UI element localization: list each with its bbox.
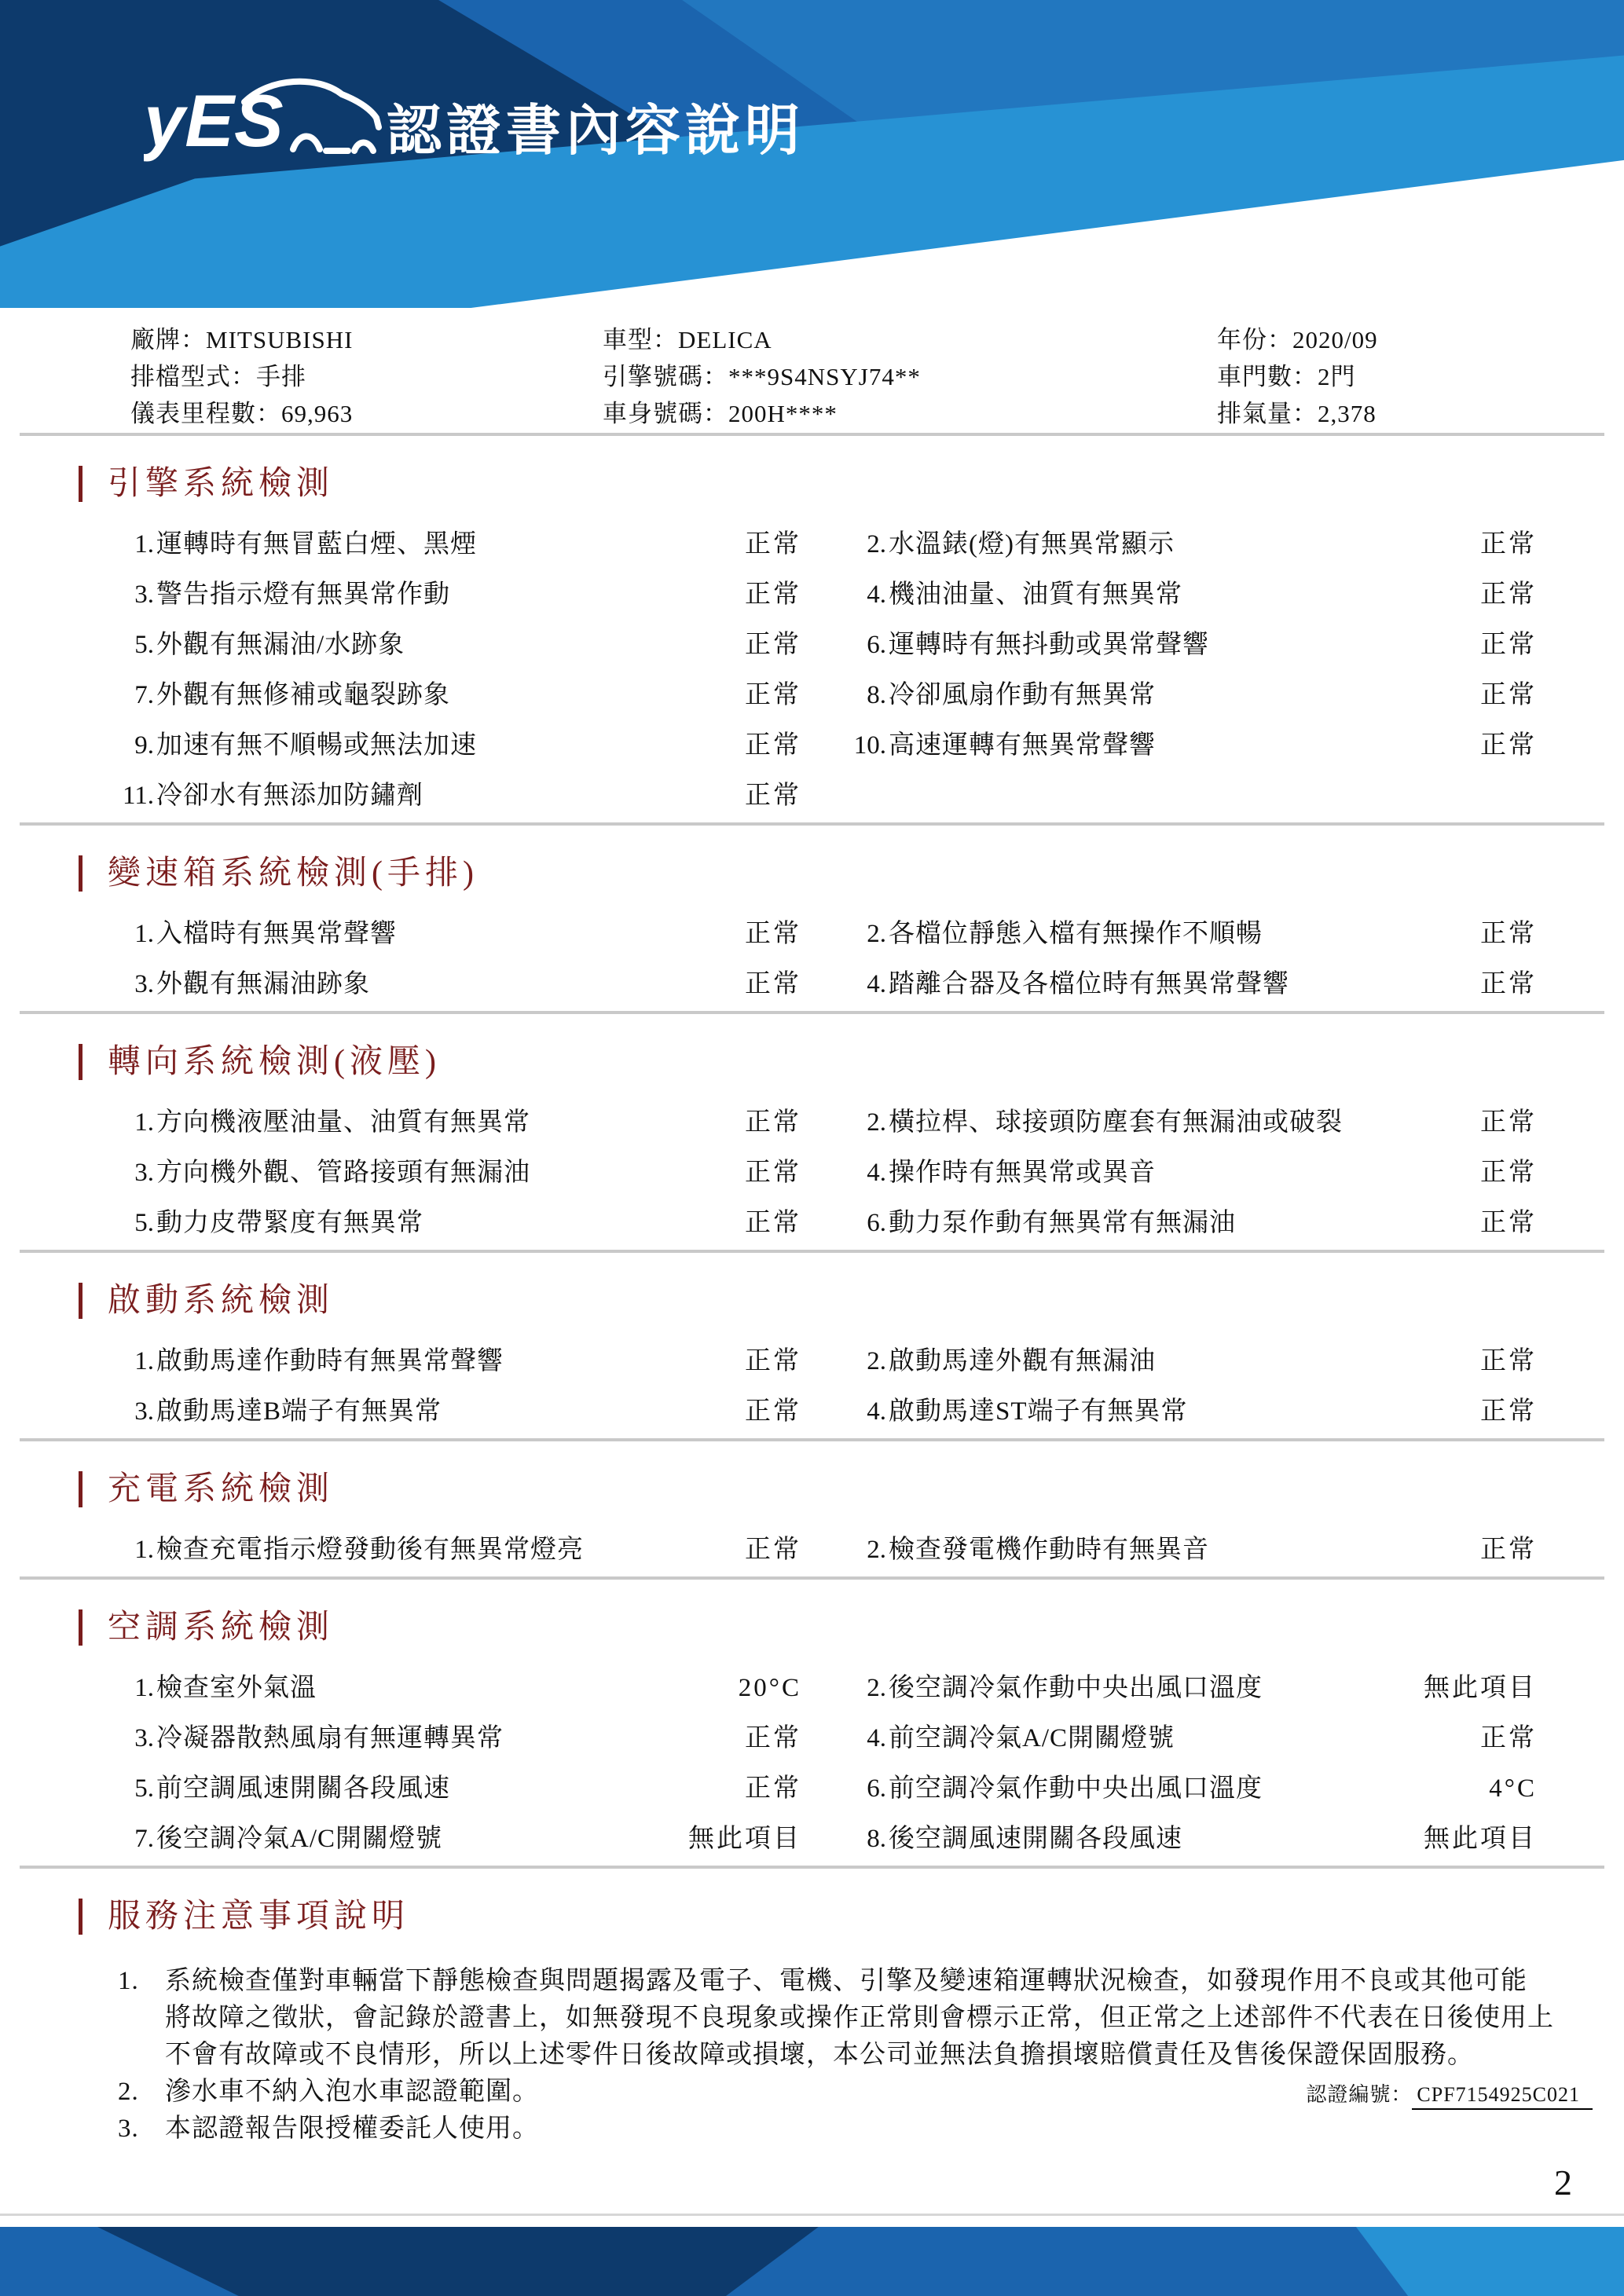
vehicle-door-count: 車門數：2門 (1217, 363, 1356, 390)
note-number: 2. (118, 2078, 139, 2106)
check-item (850, 1774, 1372, 1803)
check-item-status: 正常 (745, 1724, 801, 1752)
check-item-status: 正常 (1480, 731, 1537, 760)
page-header (0, 0, 1624, 308)
check-item (850, 681, 1372, 709)
section-title-bar (79, 1044, 82, 1080)
section-title: 空調系統檢測 (108, 1609, 335, 1646)
check-item (850, 1108, 1372, 1137)
check-item (118, 1159, 636, 1187)
check-item-status: 正常 (1480, 631, 1537, 659)
check-item (118, 1209, 636, 1237)
check-item-status: 正常 (745, 1159, 801, 1187)
check-item-number: 5. (134, 631, 154, 659)
check-item-label: 方向機外觀、管路接頭有無漏油 (156, 1159, 530, 1187)
vehicle-model: 車型：DELICA (603, 326, 772, 353)
check-item-number: 8. (867, 1825, 886, 1853)
check-item-number: 3. (134, 1397, 154, 1426)
check-item-label: 後空調冷氣作動中央出風口溫度 (889, 1674, 1263, 1702)
check-item-number: 11. (122, 782, 154, 810)
check-item-label: 前空調冷氣A/C開關燈號 (889, 1724, 1175, 1752)
section-title: 轉向系統檢測(液壓) (108, 1044, 441, 1080)
check-item-number: 9. (134, 731, 154, 760)
check-item-status: 正常 (745, 1536, 801, 1564)
check-row (118, 1209, 1624, 1247)
check-item (118, 681, 636, 709)
service-notes (118, 1963, 1624, 2148)
check-item-label: 冷卻風扇作動有無異常 (889, 681, 1156, 709)
check-item (118, 782, 636, 810)
check-item-number: 1. (134, 530, 154, 558)
section-title-bar (79, 466, 82, 502)
check-item-number: 4. (867, 1397, 886, 1426)
page-footer (0, 2227, 1624, 2296)
check-item-label: 啟動馬達ST端子有無異常 (889, 1397, 1188, 1426)
vehicle-brand: 廠牌：MITSUBISHI (130, 326, 354, 353)
check-row (118, 731, 1624, 782)
check-item-label: 動力泵作動有無異常有無漏油 (889, 1209, 1236, 1237)
check-item-number: 1. (134, 1536, 154, 1564)
check-item-label: 警告指示燈有無異常作動 (156, 580, 450, 609)
check-item-label: 冷卻水有無添加防鏽劑 (156, 782, 423, 810)
section-title: 變速箱系統檢測(手排) (108, 855, 478, 892)
check-item-status: 無此項目 (1424, 1825, 1537, 1853)
check-item (118, 731, 636, 760)
vehicle-mileage: 儀表里程數：69,963 (130, 400, 354, 427)
yes-logo (144, 71, 387, 168)
check-item-status: 正常 (745, 530, 801, 558)
vehicle-year: 年份：2020/09 (1217, 326, 1378, 353)
section-title-bar (79, 1283, 82, 1319)
check-item (850, 1536, 1372, 1564)
check-item (118, 631, 636, 659)
check-item-status: 正常 (1480, 1209, 1537, 1237)
check-item-status: 正常 (1480, 920, 1537, 948)
check-item-number: 1. (134, 1108, 154, 1137)
check-item-number: 3. (134, 1724, 154, 1752)
check-item-number: 1. (134, 920, 154, 948)
section-title-row (79, 1470, 1624, 1508)
check-item-label: 運轉時有無抖動或異常聲響 (889, 631, 1209, 659)
section-title-row (79, 855, 1624, 892)
check-item-status: 正常 (1480, 1536, 1537, 1564)
inspection-section (0, 1253, 1624, 1435)
check-item (118, 1347, 636, 1375)
check-row (118, 1347, 1624, 1397)
check-item-number: 7. (134, 1825, 154, 1853)
check-item-status: 正常 (1480, 1397, 1537, 1426)
service-note (118, 2111, 1624, 2148)
check-item-label: 啟動馬達作動時有無異常聲響 (156, 1347, 504, 1375)
certificate-number-label: 認證編號： (1306, 2083, 1413, 2106)
check-item (118, 1825, 636, 1853)
section-title-bar (79, 855, 82, 892)
check-row (118, 1536, 1624, 1573)
check-item-status: 正常 (745, 782, 801, 810)
check-item-status: 正常 (745, 970, 801, 998)
section-title: 服務注意事項說明 (108, 1899, 410, 1935)
check-item-number: 4. (867, 970, 886, 998)
check-item-status: 正常 (1480, 530, 1537, 558)
check-item-label: 啟動馬達外觀有無漏油 (889, 1347, 1156, 1375)
check-item-number: 6. (867, 631, 886, 659)
section-title-row (79, 1282, 1624, 1320)
check-item (850, 580, 1372, 609)
check-item (118, 530, 636, 558)
check-item-status: 正常 (1480, 681, 1537, 709)
check-item-number: 3. (134, 970, 154, 998)
check-item-status: 正常 (745, 631, 801, 659)
check-item-number: 2. (867, 1108, 886, 1137)
check-item-number: 10. (853, 731, 886, 760)
check-item (118, 1674, 636, 1702)
note-number: 1. (118, 1967, 139, 1995)
check-item-label: 加速有無不順暢或無法加速 (156, 731, 477, 760)
check-item-label: 踏離合器及各檔位時有無異常聲響 (889, 970, 1289, 998)
page-title: 認證書內容說明 (387, 100, 805, 161)
section-title-bar (79, 1899, 82, 1935)
check-item-number: 4. (867, 580, 886, 609)
inspection-section (0, 436, 1624, 819)
inspection-section (0, 1441, 1624, 1573)
yes-logo-text: yES (144, 79, 284, 162)
check-item (118, 1397, 636, 1426)
inspection-sections (0, 436, 1624, 1869)
check-item-label: 入檔時有無異常聲響 (156, 920, 397, 948)
check-item-number: 5. (134, 1209, 154, 1237)
check-item-label: 各檔位靜態入檔有無操作不順暢 (889, 920, 1263, 948)
section-title: 啟動系統檢測 (108, 1283, 335, 1319)
check-item-status: 正常 (745, 731, 801, 760)
check-item (850, 970, 1372, 998)
check-item-status: 正常 (1480, 1347, 1537, 1375)
check-item (850, 920, 1372, 948)
check-row (118, 782, 1624, 819)
check-item-number: 5. (134, 1774, 154, 1803)
check-row (118, 1774, 1624, 1825)
check-item-status: 正常 (745, 1209, 801, 1237)
note-text: 滲水車不納入泡水車認證範圍。 (165, 2078, 539, 2106)
check-item (850, 1397, 1372, 1426)
check-item-label: 動力皮帶緊度有無異常 (156, 1209, 423, 1237)
check-row (118, 631, 1624, 681)
check-item (118, 1108, 636, 1137)
check-item (118, 1724, 636, 1752)
check-item (850, 631, 1372, 659)
check-item-number: 2. (867, 1347, 886, 1375)
vehicle-body-number: 車身號碼：200H**** (603, 400, 838, 427)
section-title-row (79, 465, 1624, 503)
section-title-bar (79, 1471, 82, 1507)
vehicle-info (0, 308, 1624, 430)
check-item-number: 6. (867, 1774, 886, 1803)
check-item-label: 外觀有無漏油/水跡象 (156, 631, 405, 659)
check-row (118, 970, 1624, 1008)
check-item (850, 731, 1372, 760)
check-item-label: 檢查充電指示燈發動後有無異常燈亮 (156, 1536, 584, 1564)
check-item-label: 高速運轉有無異常聲響 (889, 731, 1156, 760)
check-row (118, 1724, 1624, 1774)
note-line: 系統檢查僅對車輛當下靜態檢查與問題揭露及電子、電機、引擎及變速箱運轉狀況檢查，如發現作用不良或其他可能 (165, 1967, 1527, 1995)
check-item-number: 8. (867, 681, 886, 709)
check-item-status: 正常 (745, 1347, 801, 1375)
check-item-label: 外觀有無修補或龜裂跡象 (156, 681, 450, 709)
inspection-section (0, 826, 1624, 1008)
check-item (118, 580, 636, 609)
check-item-number: 3. (134, 580, 154, 609)
check-item-label: 檢查室外氣溫 (156, 1674, 317, 1702)
check-item-number: 4. (867, 1159, 886, 1187)
check-item-label: 機油油量、油質有無異常 (889, 580, 1182, 609)
check-item-label: 後空調冷氣A/C開關燈號 (156, 1825, 443, 1853)
check-item (850, 1674, 1372, 1702)
check-item-number: 2. (867, 530, 886, 558)
check-item-label: 前空調冷氣作動中央出風口溫度 (889, 1774, 1263, 1803)
check-item-number: 3. (134, 1159, 154, 1187)
section-title: 引擎系統檢測 (108, 466, 335, 502)
check-item-status: 正常 (1480, 580, 1537, 609)
section-title-row (79, 1898, 1624, 1935)
check-row (118, 530, 1624, 580)
note-line: 將故障之徵狀，會記錄於證書上，如無發現不良現象或操作正常則會標示正常，但正常之上述部件不代表在日後使用上 (165, 2004, 1554, 2032)
check-item (850, 1825, 1372, 1853)
certificate-number (1306, 2078, 1593, 2107)
check-item-number: 2. (867, 1536, 886, 1564)
check-item (118, 1536, 636, 1564)
vehicle-transmission: 排檔型式：手排 (130, 363, 306, 390)
check-item (850, 530, 1372, 558)
check-row (118, 1397, 1624, 1435)
check-item-number: 7. (134, 681, 154, 709)
check-item (850, 1159, 1372, 1187)
check-item-label: 檢查發電機作動時有無異音 (889, 1536, 1209, 1564)
check-item-label: 方向機液壓油量、油質有無異常 (156, 1108, 530, 1137)
check-item-number: 2. (867, 920, 886, 948)
check-item-status: 無此項目 (688, 1825, 801, 1853)
check-item-status: 正常 (745, 681, 801, 709)
check-item-label: 啟動馬達B端子有無異常 (156, 1397, 442, 1426)
check-item-number: 1. (134, 1674, 154, 1702)
footer-rule (0, 2214, 1624, 2216)
vehicle-engine-number: 引擎號碼：***9S4NSYJ74** (603, 363, 921, 390)
note-line: 不會有故障或不良情形，所以上述零件日後故障或損壞，本公司並無法負擔損壞賠償責任及售後保證保固服務。 (165, 2041, 1474, 2069)
check-row (118, 1108, 1624, 1159)
note-text: 本認證報告限授權委託人使用。 (165, 2115, 539, 2143)
check-row (118, 1159, 1624, 1209)
check-row (118, 580, 1624, 631)
section-title-row (79, 1043, 1624, 1081)
check-item-label: 冷凝器散熱風扇有無運轉異常 (156, 1724, 504, 1752)
check-item-status: 正常 (1480, 970, 1537, 998)
vehicle-displacement: 排氣量：2,378 (1217, 400, 1377, 427)
certificate-number-value: CPF7154925C021 (1412, 2083, 1593, 2110)
check-item-label: 操作時有無異常或異音 (889, 1159, 1156, 1187)
inspection-section (0, 1580, 1624, 1862)
check-item-number: 4. (867, 1724, 886, 1752)
section-title-row (79, 1609, 1624, 1646)
vehicle-info-row (130, 393, 1624, 430)
note-number: 3. (118, 2115, 139, 2143)
check-item-status: 正常 (745, 1108, 801, 1137)
check-row (118, 920, 1624, 970)
check-item-status: 正常 (1480, 1108, 1537, 1137)
check-item-label: 前空調風速開關各段風速 (156, 1774, 450, 1803)
check-item-label: 橫拉桿、球接頭防塵套有無漏油或破裂 (889, 1108, 1343, 1137)
check-item-status: 正常 (745, 580, 801, 609)
check-item-number: 1. (134, 1347, 154, 1375)
check-row (118, 681, 1624, 731)
service-note (118, 1963, 1624, 2074)
section-title: 充電系統檢測 (108, 1471, 335, 1507)
check-item-status: 無此項目 (1424, 1674, 1537, 1702)
section-title-bar (79, 1609, 82, 1646)
check-item (118, 1774, 636, 1803)
check-item (118, 920, 636, 948)
note-text (165, 1963, 1607, 2074)
vehicle-info-row (130, 319, 1624, 356)
check-item (850, 1209, 1372, 1237)
check-item-number: 2. (867, 1674, 886, 1702)
inspection-section (0, 1014, 1624, 1247)
check-item-status: 20°C (738, 1674, 801, 1702)
check-item-status: 正常 (745, 920, 801, 948)
check-row (118, 1674, 1624, 1724)
check-item-label: 水溫錶(燈)有無異常顯示 (889, 530, 1175, 558)
check-item-label: 外觀有無漏油跡象 (156, 970, 370, 998)
check-item-status: 4°C (1489, 1774, 1537, 1803)
vehicle-info-row (130, 356, 1624, 393)
check-item (850, 1724, 1372, 1752)
check-item-status: 正常 (745, 1397, 801, 1426)
check-item-status: 正常 (1480, 1724, 1537, 1752)
page-number: 2 (1554, 2162, 1572, 2203)
check-item (118, 970, 636, 998)
check-item-label: 運轉時有無冒藍白煙、黑煙 (156, 530, 477, 558)
check-item-status: 正常 (1480, 1159, 1537, 1187)
check-item-number: 6. (867, 1209, 886, 1237)
check-item-label: 後空調風速開關各段風速 (889, 1825, 1182, 1853)
check-row (118, 1825, 1624, 1862)
check-item-status: 正常 (745, 1774, 801, 1803)
check-item (850, 1347, 1372, 1375)
